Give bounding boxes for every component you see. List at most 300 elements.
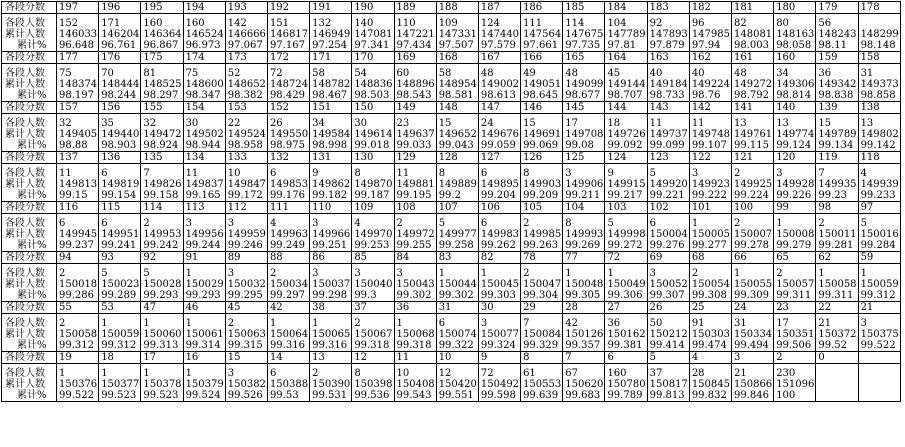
cumulative-value: 147985 [691, 29, 730, 40]
data-cell [774, 314, 816, 352]
count-value: 4 [354, 218, 361, 229]
count-value: 3 [396, 268, 403, 279]
cumulative-value: 149819 [101, 179, 140, 190]
score-cell: 182 [689, 2, 731, 14]
count-value: 1 [776, 218, 783, 229]
data-cell [99, 314, 141, 352]
cumulative-value: 149524 [227, 129, 266, 140]
count-value: 18 [607, 118, 621, 129]
data-cell [310, 14, 352, 52]
percent-value: 99.526 [227, 390, 263, 401]
percent-value: 99.142 [860, 140, 896, 151]
cumulative-value: 150048 [565, 279, 604, 290]
count-value: 21 [734, 368, 747, 379]
cumulative-value: 149051 [523, 79, 562, 90]
count-value: 1 [185, 318, 192, 329]
score-cell: 28 [563, 302, 605, 314]
percent-value: 99.276 [649, 240, 685, 251]
count-value: 2 [523, 218, 530, 229]
count-value: 54 [354, 68, 368, 79]
count-value: 1 [312, 318, 319, 329]
score-cell: 72 [605, 252, 647, 264]
score-cell: 126 [521, 152, 563, 164]
data-cell [605, 164, 647, 202]
data-cell [647, 214, 689, 252]
percent-value: 97.507 [438, 40, 474, 51]
cumulative-value: 147331 [438, 29, 477, 40]
data-cell [183, 264, 225, 302]
percent-value: 98.858 [860, 90, 896, 101]
count-value: 48 [480, 68, 494, 79]
count-value: 13 [734, 118, 747, 129]
percent-value: 99.092 [607, 140, 643, 151]
cumulative-value: 150420 [438, 379, 477, 390]
count-value: 2 [776, 268, 783, 279]
count-value: 1 [565, 268, 572, 279]
percent-value: 99.789 [607, 390, 643, 401]
score-cell: 139 [816, 102, 858, 114]
percent-value: 99.474 [691, 340, 727, 351]
percent-value [818, 390, 856, 401]
score-cell: 163 [647, 52, 689, 64]
cumulative-value: 146666 [227, 29, 266, 40]
data-row-labels [2, 314, 57, 352]
data-cell [858, 364, 900, 402]
count-value: 2 [59, 268, 66, 279]
score-cell: 194 [183, 2, 225, 14]
count-value: 6 [269, 168, 277, 179]
percent-value: 99.297 [269, 290, 305, 301]
cumulative-value: 150058 [818, 279, 857, 290]
cumulative-value: 149652 [438, 129, 477, 140]
count-value: 60 [396, 68, 410, 79]
percent-value: 96.648 [59, 40, 94, 51]
cumulative-value: 149802 [860, 129, 899, 140]
count-value: 1 [185, 268, 192, 279]
percent-value: 99.312 [860, 290, 896, 301]
score-cell: 147 [478, 102, 520, 114]
score-cell: 7 [563, 352, 605, 364]
cumulative-value: 149837 [185, 179, 224, 190]
cumulative-value: 149502 [185, 129, 224, 140]
data-cell [732, 114, 774, 152]
data-row [2, 264, 901, 302]
cumulative-value: 150379 [185, 379, 224, 390]
data-cell [478, 64, 520, 102]
percent-value: 98.76 [691, 90, 721, 101]
cumulative-value: 149614 [354, 129, 393, 140]
score-cell: 180 [774, 2, 816, 14]
data-cell [141, 114, 183, 152]
cumulative-value [818, 379, 856, 390]
cumulative-value: 149774 [776, 129, 815, 140]
count-value: 2 [227, 318, 235, 329]
score-cell: 78 [521, 252, 563, 264]
cumulative-value: 149915 [607, 179, 646, 190]
data-cell [394, 14, 436, 52]
percent-value: 99.315 [227, 340, 263, 351]
cumulative-value: 146364 [143, 29, 182, 40]
percent-value: 99.314 [185, 340, 221, 351]
score-cell: 149 [394, 102, 436, 114]
score-row [2, 252, 901, 264]
score-cell: 38 [310, 302, 352, 314]
cumulative-value: 149726 [607, 129, 646, 140]
cumulative-value: 146033 [59, 29, 98, 40]
percent-value: 98.503 [354, 90, 390, 101]
cumulative-value: 149870 [354, 179, 393, 190]
percent-value: 99.524 [185, 390, 221, 401]
count-value: 1 [438, 268, 446, 279]
data-cell [732, 214, 774, 252]
count-value: 6 [438, 318, 446, 329]
data-cell [267, 314, 309, 352]
count-value: 49 [523, 68, 536, 79]
cumulative-value: 149972 [396, 229, 435, 240]
data-cell [225, 214, 267, 252]
percent-value: 99.311 [776, 290, 812, 301]
percent-value: 99.308 [691, 290, 727, 301]
score-cell: 141 [732, 102, 774, 114]
score-cell: 133 [225, 152, 267, 164]
count-value: 92 [649, 18, 663, 29]
score-cell: 148 [436, 102, 478, 114]
data-cell [352, 164, 394, 202]
cumulative-value: 149895 [480, 179, 520, 190]
score-cell: 55 [57, 302, 99, 314]
percent-value: 99.639 [523, 390, 559, 401]
score-cell: 143 [647, 102, 689, 114]
data-cell [605, 314, 647, 352]
data-cell [689, 264, 731, 302]
count-value: 40 [691, 68, 705, 79]
cumulative-value: 149847 [227, 179, 266, 190]
score-cell: 183 [647, 2, 689, 14]
percent-value: 99.531 [312, 390, 348, 401]
percent-value: 99.293 [143, 290, 179, 301]
cumulative-value: 150382 [227, 379, 266, 390]
data-cell [732, 164, 774, 202]
percent-value: 99.255 [396, 240, 432, 251]
count-value: 6 [101, 218, 108, 229]
percent-value: 98.998 [312, 140, 348, 151]
count-value: 114 [565, 18, 585, 29]
data-row-labels [2, 114, 57, 152]
cumulative-value: 147893 [649, 29, 688, 40]
score-cell: 169 [394, 52, 436, 64]
count-value: 2 [734, 218, 741, 229]
score-cell: 18 [99, 352, 141, 364]
percent-value: 97.81 [607, 40, 637, 51]
count-label: 各段人数 [5, 268, 45, 279]
cumulative-value: 150077 [480, 329, 520, 340]
percent-value: 99.134 [818, 140, 854, 151]
cumulative-value: 150376 [59, 379, 98, 390]
score-cell: 83 [436, 252, 478, 264]
cumulative-label: 累计人数 [5, 79, 45, 90]
data-cell [647, 114, 689, 152]
data-cell [478, 14, 520, 52]
count-label: 各段人数 [5, 18, 45, 29]
count-value: 6 [649, 218, 656, 229]
count-value: 2 [143, 218, 150, 229]
score-cell: 123 [647, 152, 689, 164]
data-cell [267, 264, 309, 302]
cumulative-value: 148374 [59, 79, 98, 90]
score-cell: 188 [436, 2, 478, 14]
cumulative-label: 累计人数 [5, 329, 45, 340]
score-cell: 17 [141, 352, 183, 364]
count-value: 40 [649, 68, 663, 79]
score-cell: 135 [141, 152, 183, 164]
score-row [2, 2, 901, 14]
cumulative-value: 149956 [185, 229, 224, 240]
percent-value: 99.303 [480, 290, 516, 301]
percent-value: 99.293 [185, 290, 221, 301]
cumulative-value: 149813 [59, 179, 98, 190]
data-cell [267, 214, 309, 252]
score-cell: 118 [858, 152, 900, 164]
count-value: 56 [818, 18, 832, 29]
data-cell [774, 214, 816, 252]
cumulative-label: 累计人数 [5, 379, 45, 390]
count-value: 10 [396, 368, 410, 379]
cumulative-value: 149889 [438, 179, 477, 190]
data-cell [521, 214, 563, 252]
data-cell [521, 264, 563, 302]
data-cell [436, 364, 478, 402]
percent-value: 98.11 [818, 40, 848, 51]
cumulative-value: 150388 [269, 379, 309, 390]
count-value: 5 [860, 218, 867, 229]
data-cell [310, 64, 352, 102]
count-value: 96 [691, 18, 705, 29]
percent-value: 99.318 [354, 340, 390, 351]
score-cell: 30 [478, 302, 520, 314]
count-value: 5 [143, 268, 150, 279]
cumulative-value: 149676 [480, 129, 520, 140]
score-row-label: 各段分数 [2, 2, 57, 14]
data-cell [352, 214, 394, 252]
count-value: 31 [734, 318, 747, 329]
data-cell [225, 364, 267, 402]
data-cell [99, 64, 141, 102]
percent-value: 98.838 [818, 90, 854, 101]
percent-value: 99.309 [734, 290, 769, 301]
percent-value: 96.761 [101, 40, 137, 51]
count-value: 3 [565, 168, 572, 179]
cumulative-value: 149826 [143, 179, 182, 190]
count-value: 6 [480, 168, 488, 179]
score-cell: 128 [436, 152, 478, 164]
score-cell: 45 [225, 302, 267, 314]
score-cell: 187 [478, 2, 520, 14]
data-cell [689, 114, 731, 152]
count-value: 75 [59, 68, 72, 79]
count-value: 7 [818, 168, 825, 179]
cumulative-value: 148525 [143, 79, 182, 90]
data-cell [732, 364, 774, 402]
score-cell: 131 [310, 152, 352, 164]
score-cell: 69 [647, 252, 689, 264]
cumulative-value: 150377 [101, 379, 140, 390]
score-cell: 2 [774, 352, 816, 364]
data-cell [858, 264, 900, 302]
percent-value: 99.221 [649, 190, 685, 201]
data-cell [436, 164, 478, 202]
percent-value: 98.467 [312, 90, 348, 101]
count-value: 160 [143, 18, 163, 29]
cumulative-value: 148724 [269, 79, 309, 90]
score-cell: 181 [732, 2, 774, 14]
count-value: 13 [776, 118, 789, 129]
data-cell [478, 164, 520, 202]
percent-value: 99.306 [607, 290, 643, 301]
percent-value: 99.165 [185, 190, 221, 201]
count-value: 61 [523, 368, 536, 379]
score-cell: 13 [310, 352, 352, 364]
cumulative-value: 150060 [143, 329, 182, 340]
percent-value: 97.434 [396, 40, 432, 51]
count-value: 9 [312, 168, 319, 179]
data-cell [816, 214, 858, 252]
percent-label: 累计% [17, 390, 47, 401]
score-cell: 103 [605, 202, 647, 214]
data-cell [267, 114, 309, 152]
percent-label: 累计% [17, 290, 47, 301]
score-row-label: 各段分数 [2, 352, 57, 364]
data-cell [310, 314, 352, 352]
cumulative-value: 149963 [269, 229, 309, 240]
data-cell [310, 364, 352, 402]
data-cell [689, 314, 731, 352]
percent-value: 99.263 [523, 240, 559, 251]
cumulative-value: 150068 [396, 329, 435, 340]
percent-value: 99.381 [607, 340, 643, 351]
data-cell [57, 214, 99, 252]
count-value: 152 [59, 18, 79, 29]
percent-value: 98.297 [143, 90, 179, 101]
data-row-labels [2, 64, 57, 102]
cumulative-value: 149970 [354, 229, 393, 240]
data-cell [689, 164, 731, 202]
data-cell [605, 264, 647, 302]
count-value: 1 [59, 368, 66, 379]
data-cell [183, 214, 225, 252]
count-value [818, 368, 856, 379]
cumulative-value: 148896 [396, 79, 435, 90]
percent-value: 99.414 [649, 340, 685, 351]
score-cell: 89 [225, 252, 267, 264]
cumulative-value: 149906 [565, 179, 604, 190]
count-value: 24 [480, 118, 494, 129]
data-cell [310, 164, 352, 202]
score-cell: 159 [816, 52, 858, 64]
count-value: 4 [860, 168, 867, 179]
count-value: 82 [734, 18, 747, 29]
cumulative-value: 149951 [101, 229, 140, 240]
score-cell: 26 [647, 302, 689, 314]
score-cell: 94 [57, 252, 99, 264]
count-value: 1 [269, 318, 277, 329]
cumulative-value: 149789 [818, 129, 857, 140]
percent-value: 99.316 [269, 340, 305, 351]
percent-value: 99.242 [143, 240, 179, 251]
score-cell: 114 [141, 202, 183, 214]
score-row [2, 302, 901, 314]
score-row [2, 202, 901, 214]
percent-value: 99.115 [734, 140, 769, 151]
score-cell: 153 [225, 102, 267, 114]
percent-value: 99.813 [649, 390, 685, 401]
score-cell: 29 [521, 302, 563, 314]
data-cell [647, 364, 689, 402]
percent-value: 99.08 [565, 140, 594, 151]
score-cell: 62 [816, 252, 858, 264]
percent-value: 99.316 [312, 340, 348, 351]
data-cell [99, 364, 141, 402]
data-row [2, 364, 901, 402]
percent-value: 99.329 [523, 340, 559, 351]
cumulative-value: 148652 [227, 79, 266, 90]
percent-value: 99.312 [59, 340, 94, 351]
data-cell [774, 64, 816, 102]
cumulative-value: 150866 [734, 379, 773, 390]
count-value: 52 [227, 68, 241, 79]
cumulative-value: 150032 [227, 279, 266, 290]
data-cell [816, 14, 858, 52]
cumulative-value: 149184 [649, 79, 688, 90]
cumulative-label: 累计人数 [5, 179, 45, 190]
cumulative-value: 150351 [776, 329, 815, 340]
score-cell: 82 [478, 252, 520, 264]
percent-value: 99.279 [776, 240, 812, 251]
data-cell [605, 14, 647, 52]
percent-value: 98.707 [607, 90, 643, 101]
cumulative-value: 149935 [818, 179, 857, 190]
count-value: 72 [480, 368, 494, 379]
percent-value: 99.683 [565, 390, 601, 401]
percent-value: 99.195 [396, 190, 432, 201]
percent-value: 99.069 [523, 140, 559, 151]
score-row [2, 52, 901, 64]
cumulative-value: 150005 [691, 229, 730, 240]
cumulative-value: 149925 [734, 179, 773, 190]
score-cell: 171 [310, 52, 352, 64]
cumulative-value: 149584 [312, 129, 351, 140]
percent-value: 98.543 [396, 90, 432, 101]
score-cell: 137 [57, 152, 99, 164]
data-cell [647, 64, 689, 102]
data-cell [436, 64, 478, 102]
cumulative-value: 150063 [227, 329, 266, 340]
cumulative-value: 150023 [101, 279, 140, 290]
data-row-labels [2, 364, 57, 402]
count-value: 42 [565, 318, 578, 329]
score-cell: 104 [563, 202, 605, 214]
percent-value: 98.645 [523, 90, 559, 101]
percent-value: 99.23 [818, 190, 848, 201]
percent-value: 99.494 [734, 340, 769, 351]
cumulative-value: 150037 [312, 279, 351, 290]
score-cell: 162 [689, 52, 731, 64]
cumulative-value: 150061 [185, 329, 224, 340]
score-cell: 184 [605, 2, 647, 14]
count-label: 各段人数 [5, 168, 45, 179]
percent-value: 99.832 [691, 390, 727, 401]
percent-value: 99.209 [523, 190, 559, 201]
count-value: 3 [227, 218, 235, 229]
